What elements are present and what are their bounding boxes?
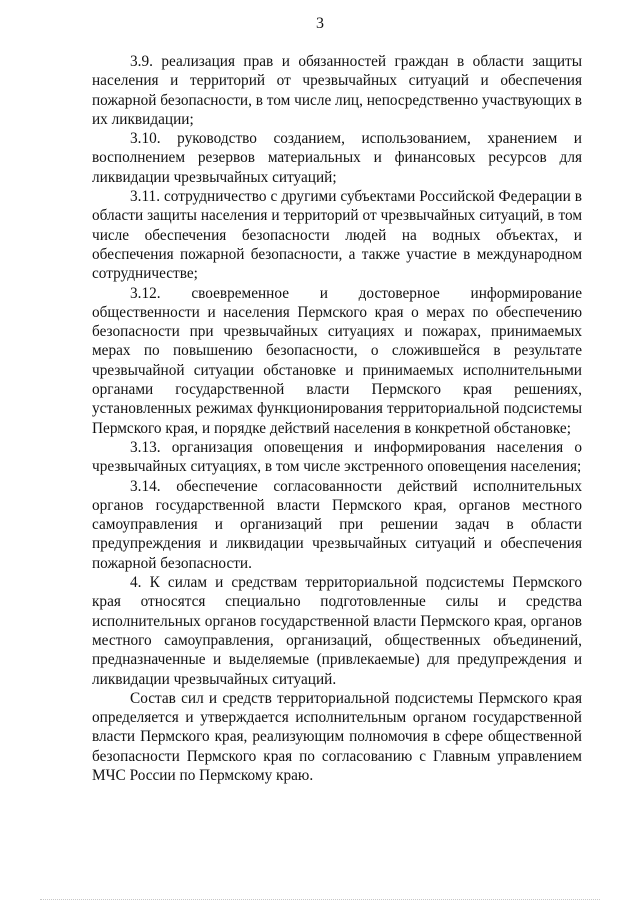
paragraph-3-12: 3.12. своевременное и достоверное информирование общественности и населения Пермского края о мерах по обеспечению безопасности при чрезвычайных ситуациях и пожарах, принимаемых мерах по повышению безопасности, о сложившейся в результате чрезвычайной ситуации обстановке и принимаемых исполнительными органами государственной власти Пермского края решениях, установленных режимах функционирования территориальной подсистемы Пермского края, и порядке действий населения в конкретной обстановке; [92, 284, 582, 437]
page-number: 3 [316, 15, 324, 32]
document-body [92, 52, 582, 785]
paragraph-3-14: 3.14. обеспечение согласованности действий исполнительных органов государственной власти Пермского края, органов местного самоуправления и организаций при решении задач в области предупреждения и ликвидации чрезвычайных ситуаций и обеспечения пожарной безопасности. [92, 477, 582, 572]
scan-bottom-edge [40, 899, 600, 903]
paragraph-3-13: 3.13. организация оповещения и информирования населения о чрезвычайных ситуациях, в том числе экстренного оповещения населения; [92, 438, 582, 476]
paragraph-forces-composition: Состав сил и средств территориальной подсистемы Пермского края определяется и утверждается исполнительным органом государственной власти Пермского края, реализующим полномочия в сфере общественной безопасности Пермского края по согласованию с Главным управлением МЧС России по Пермскому краю. [92, 689, 582, 784]
paragraph-3-9: 3.9. реализация прав и обязанностей граждан в области защиты населения и территорий от чрезвычайных ситуаций и обеспечения пожарной безопасности, в том числе лиц, непосредственно участвующих в их ликвидации; [92, 53, 583, 128]
paragraph-3-11: 3.11. сотрудничество с другими субъектами Российской Федерации в области защиты населения и территорий от чрезвычайных ситуаций, в том числе обеспечения безопасности людей на водных объектах, и обеспечения пожарной безопасности, а также участие в международном сотрудничестве; [92, 188, 582, 283]
paragraph-4: 4. К силам и средствам территориальной подсистемы Пермского края относятся специально подготовленные силы и средства исполнительных органов государственной власти Пермского края, органов местного самоуправления, организаций, общественных объединений, предназначенные и выделяемые (привлекаемые) для предупреждения и ликвидации чрезвычайных ситуаций. [92, 574, 582, 688]
paragraph-3-10: 3.10. руководство созданием, использованием, хранением и восполнением резервов материальных и финансовых ресурсов для ликвидации чрезвычайных ситуаций; [92, 130, 582, 186]
